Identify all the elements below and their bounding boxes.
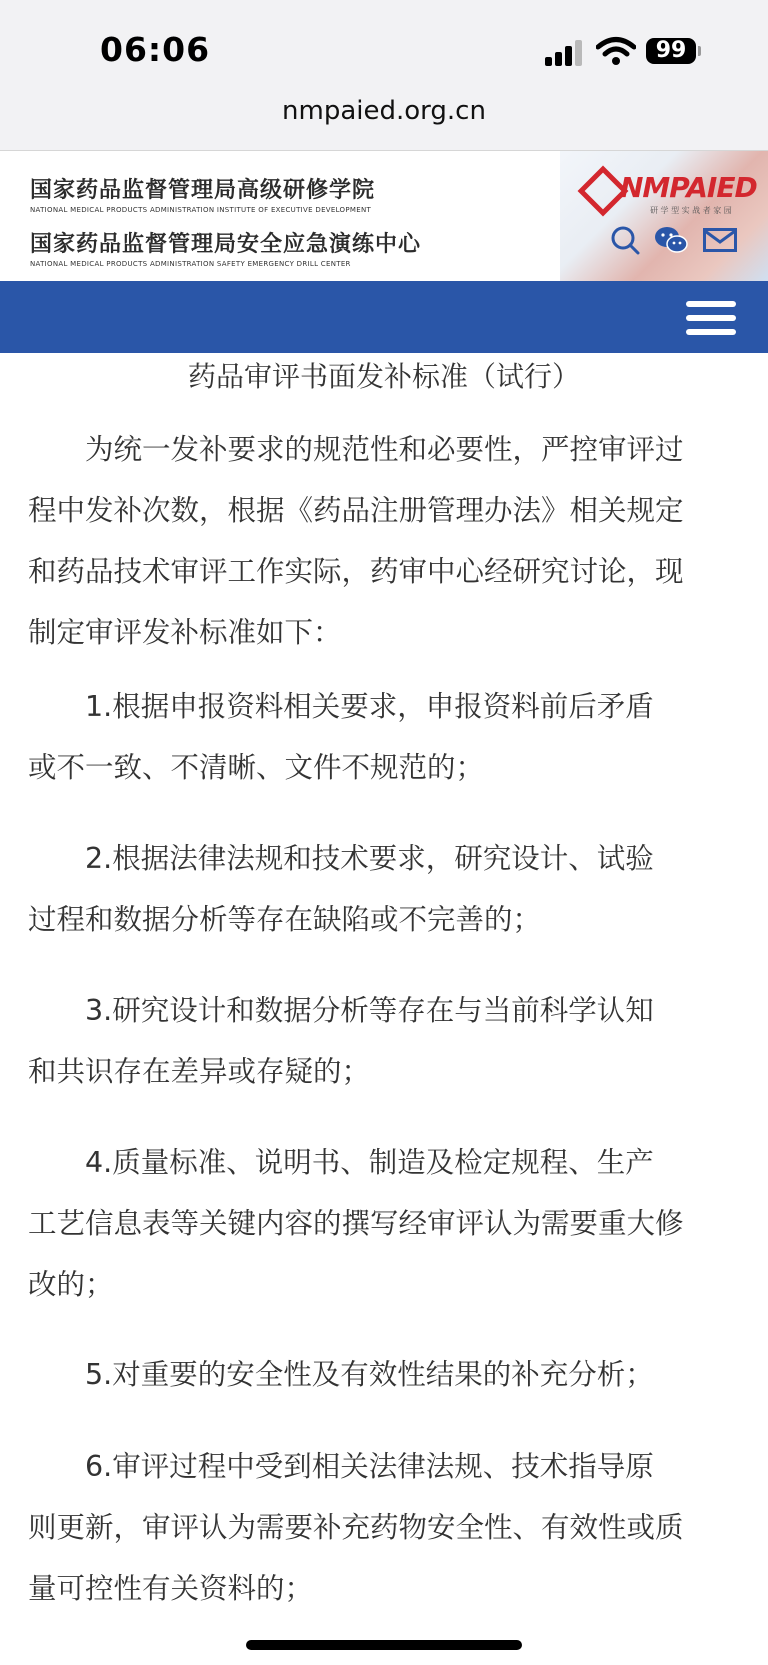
article-paragraph bbox=[28, 1436, 734, 1619]
org-name-2 bbox=[30, 227, 430, 268]
main-nav-bar bbox=[0, 281, 768, 353]
paragraph-line: 过程和数据分析等存在缺陷或不完善的； bbox=[28, 903, 542, 936]
org-name-1-en: NATIONAL MEDICAL PRODUCTS ADMINISTRATION INSTITUTE OF EXECUTIVE DEVELOPMENT bbox=[30, 206, 372, 214]
paragraph-line: 工艺信息表等关键内容的撰写经审评认为需要重大修 bbox=[28, 1207, 684, 1240]
home-indicator[interactable] bbox=[246, 1640, 522, 1650]
article-paragraph bbox=[28, 1132, 734, 1315]
org-name-2-en: NATIONAL MEDICAL PRODUCTS ADMINISTRATION SAFETY EMERGENCY DRILL CENTER bbox=[30, 260, 351, 268]
org-name-1 bbox=[30, 173, 430, 214]
article-paragraph bbox=[28, 828, 734, 950]
org-name-1-cn: 国家药品监督管理局高级研修学院 bbox=[30, 177, 376, 203]
paragraph-line: 改的； bbox=[28, 1268, 114, 1301]
search-icon[interactable] bbox=[610, 225, 640, 255]
browser-status-bar bbox=[0, 0, 768, 151]
site-logo[interactable]: NMPAIED bbox=[620, 171, 757, 204]
article-paragraph bbox=[28, 980, 734, 1102]
battery-tip bbox=[698, 46, 701, 56]
paragraph-line: 3.研究设计和数据分析等存在与当前科学认知 bbox=[28, 994, 654, 1027]
wifi-icon bbox=[596, 36, 636, 66]
paragraph-line: 则更新，审评认为需要补充药物安全性、有效性或质 bbox=[28, 1511, 684, 1544]
cellular-signal-icon bbox=[545, 38, 585, 66]
site-header bbox=[0, 151, 768, 281]
paragraph-line: 5.对重要的安全性及有效性结果的补充分析； bbox=[28, 1358, 654, 1391]
article-paragraph bbox=[28, 419, 734, 663]
org-name-2-cn: 国家药品监督管理局安全应急演练中心 bbox=[30, 231, 422, 257]
wechat-icon[interactable] bbox=[654, 225, 688, 255]
paragraph-line: 为统一发补要求的规范性和必要性，严控审评过 bbox=[28, 433, 684, 466]
paragraph-line: 4.质量标准、说明书、制造及检定规程、生产 bbox=[28, 1146, 654, 1179]
paragraph-line: 或不一致、不清晰、文件不规范的； bbox=[28, 751, 485, 784]
paragraph-line: 6.审评过程中受到相关法律法规、技术指导原 bbox=[28, 1450, 654, 1483]
article-paragraph bbox=[28, 1344, 734, 1405]
paragraph-line: 1.根据申报资料相关要求，申报资料前后矛盾 bbox=[28, 690, 654, 723]
article-title: 药品审评书面发补标准（试行） bbox=[187, 360, 580, 393]
clock-time: 06:06 bbox=[100, 30, 211, 69]
paragraph-line: 程中发补次数，根据《药品注册管理办法》相关规定 bbox=[28, 494, 684, 527]
paragraph-line: 和药品技术审评工作实际，药审中心经研究讨论，现 bbox=[28, 555, 684, 588]
logo-subtitle: 研 学 型 实 战 者 家 园 bbox=[650, 206, 732, 215]
menu-icon[interactable] bbox=[686, 301, 736, 335]
battery-indicator: 99 bbox=[646, 38, 696, 64]
article-paragraph bbox=[28, 676, 734, 798]
paragraph-line: 和共识存在差异或存疑的； bbox=[28, 1055, 371, 1088]
paragraph-line: 量可控性有关资料的； bbox=[28, 1572, 314, 1605]
mail-icon[interactable] bbox=[703, 228, 737, 252]
address-bar-url[interactable]: nmpaied.org.cn bbox=[282, 96, 486, 126]
paragraph-line: 2.根据法律法规和技术要求，研究设计、试验 bbox=[28, 842, 654, 875]
paragraph-line: 制定审评发补标准如下： bbox=[28, 616, 342, 649]
